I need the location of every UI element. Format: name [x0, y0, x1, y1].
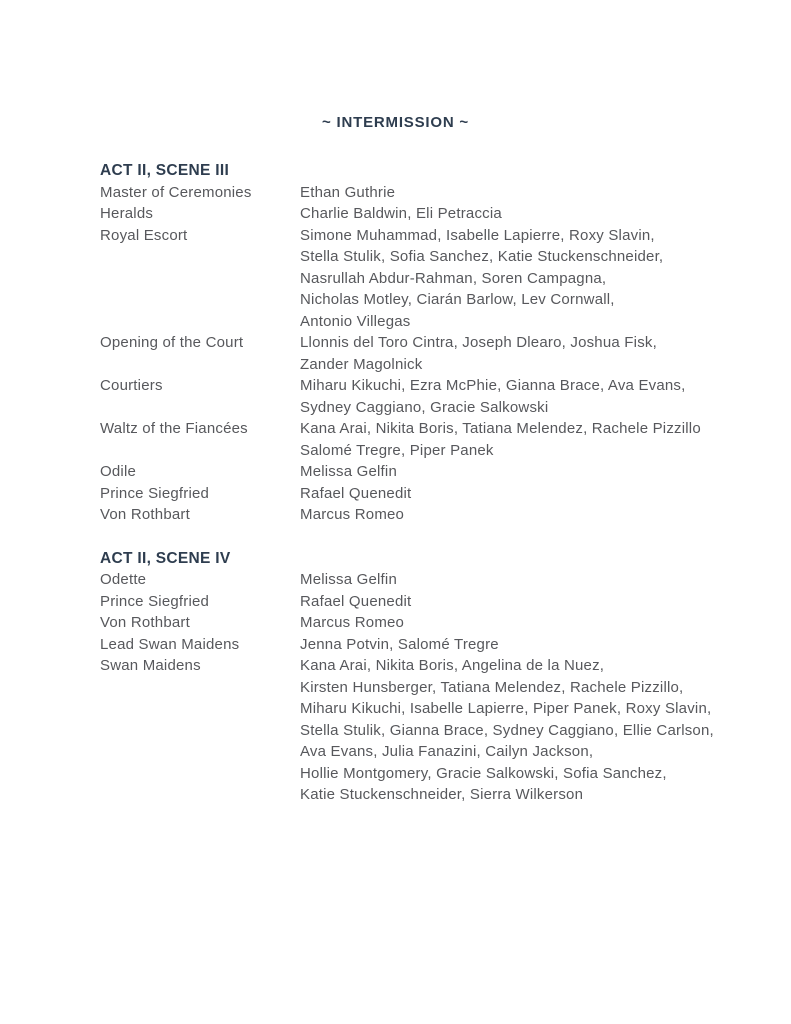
cast-line: Nicholas Motley, Ciarán Barlow, Lev Cornwall,: [300, 291, 615, 308]
role-name: Odette: [100, 571, 147, 588]
cast-names: [300, 225, 691, 333]
cast-line: Miharu Kikuchi, Ezra McPhie, Gianna Brace, Ava Evans,: [300, 377, 686, 394]
cast-names: [300, 569, 691, 591]
role-name: Odile: [100, 463, 137, 480]
cast-line: Katie Stuckenschneider, Sierra Wilkerson: [300, 786, 584, 803]
cast-names: [300, 203, 691, 225]
scene-heading: ACT II, SCENE III: [100, 162, 230, 179]
cast-line: Miharu Kikuchi, Isabelle Lapierre, Piper Panek, Roxy Slavin,: [300, 700, 712, 717]
cast-names: [300, 612, 691, 634]
cast-line: Kana Arai, Nikita Boris, Angelina de la Nuez,: [300, 657, 605, 674]
cast-entry: [100, 225, 691, 333]
role-name: Master of Ceremonies: [100, 183, 252, 201]
cast-names: [300, 504, 691, 526]
role-name: Courtiers: [100, 377, 163, 394]
cast-entry: [100, 375, 691, 418]
act-scene-section: [100, 548, 714, 806]
cast-entry: [100, 569, 691, 591]
cast-names: [300, 591, 691, 613]
cast-line: Marcus Romeo: [300, 506, 405, 523]
role-name: Von Rothbart: [100, 506, 190, 523]
cast-names: [300, 483, 691, 505]
cast-line: Kirsten Hunsberger, Tatiana Melendez, Rachele Pizzillo,: [300, 678, 684, 696]
role-name: Heralds: [100, 205, 154, 222]
cast-entry: [100, 461, 691, 483]
act-scene-section: [100, 160, 701, 526]
cast-line: Stella Stulik, Sofia Sanchez, Katie Stuckenschneider,: [300, 248, 664, 265]
cast-line: Sydney Caggiano, Gracie Salkowski: [300, 398, 549, 416]
cast-names: [300, 655, 714, 806]
cast-line: Ava Evans, Julia Fanazini, Cailyn Jackson,: [300, 743, 594, 760]
cast-line: Rafael Quenedit: [300, 592, 412, 610]
cast-line: Zander Magolnick: [300, 355, 423, 373]
scene-heading: ACT II, SCENE IV: [100, 549, 231, 567]
cast-names: [300, 461, 691, 483]
cast-line: Salomé Tregre, Piper Panek: [300, 441, 494, 459]
role-name: Lead Swan Maidens: [100, 635, 240, 653]
role-name: Prince Siegfried: [100, 592, 210, 610]
role-name: Von Rothbart: [100, 614, 190, 631]
cast-names: [300, 182, 691, 204]
cast-entry: [100, 612, 691, 634]
cast-line: Nasrullah Abdur-Rahman, Soren Campagna,: [300, 269, 607, 287]
cast-line: Llonnis del Toro Cintra, Joseph Dlearo, Joshua Fisk,: [300, 334, 657, 351]
cast-entry: [100, 418, 701, 461]
cast-line: Marcus Romeo: [300, 614, 405, 631]
cast-names: [300, 634, 691, 656]
cast-entry: [100, 634, 691, 656]
cast-line: Kana Arai, Nikita Boris, Tatiana Melendez, Rachele Pizzillo: [300, 420, 701, 437]
role-name: Prince Siegfried: [100, 484, 210, 502]
intermission-heading: ~ INTERMISSION ~: [322, 114, 469, 131]
cast-names: [300, 332, 691, 375]
cast-line: Rafael Quenedit: [300, 484, 412, 502]
cast-entry: [100, 182, 691, 204]
cast-entry: [100, 332, 691, 375]
role-name: Swan Maidens: [100, 657, 201, 674]
cast-line: Melissa Gelfin: [300, 463, 397, 480]
cast-line: Hollie Montgomery, Gracie Salkowski, Sofia Sanchez,: [300, 764, 667, 782]
cast-line: Simone Muhammad, Isabelle Lapierre, Roxy Slavin,: [300, 226, 655, 244]
cast-line: Antonio Villegas: [300, 312, 411, 330]
role-name: Royal Escort: [100, 226, 188, 244]
role-name: Waltz of the Fiancées: [100, 420, 248, 437]
cast-entry: [100, 591, 691, 613]
cast-entry: [100, 655, 714, 806]
cast-names: [300, 418, 701, 461]
cast-entry: [100, 504, 691, 526]
cast-names: [300, 375, 691, 418]
cast-sections: [100, 160, 714, 806]
cast-line: Charlie Baldwin, Eli Petraccia: [300, 205, 502, 222]
cast-line: Melissa Gelfin: [300, 571, 397, 588]
cast-line: Ethan Guthrie: [300, 183, 396, 201]
role-name: Opening of the Court: [100, 334, 244, 351]
cast-line: Stella Stulik, Gianna Brace, Sydney Caggiano, Ellie Carlson,: [300, 721, 714, 739]
cast-entry: [100, 203, 691, 225]
cast-entry: [100, 483, 691, 505]
cast-line: Jenna Potvin, Salomé Tregre: [300, 635, 499, 653]
